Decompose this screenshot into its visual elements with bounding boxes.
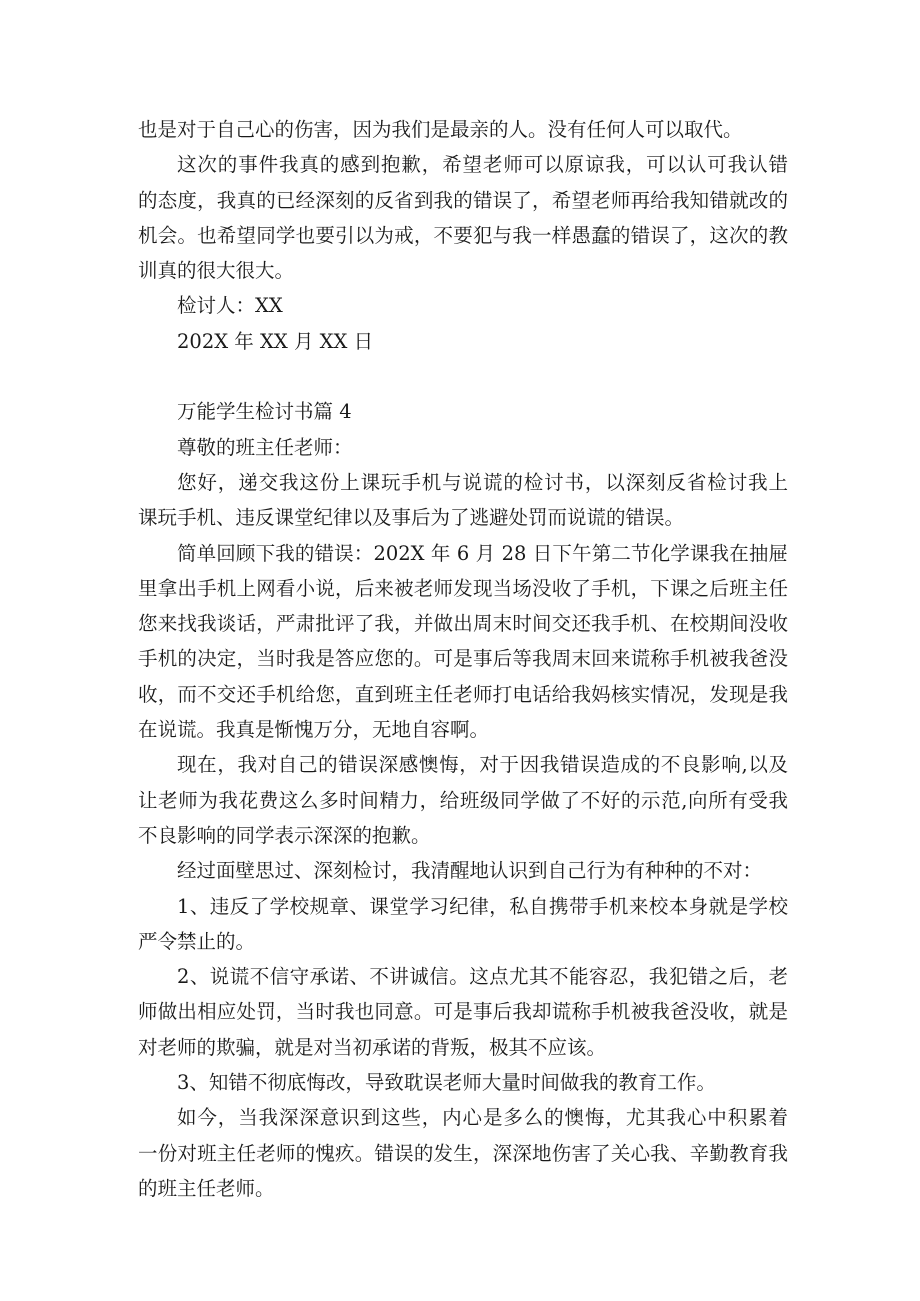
text-line: 现在，我对自己的错误深感懊悔，对于因我错误造成的不良影响,以及 xyxy=(177,753,788,777)
text-line: 简单回顾下我的错误：202X 年 6 月 28 日下午第二节化学课我在抽屉 xyxy=(177,541,788,565)
text-line: 一份对班主任老师的愧疚。错误的发生，深深地伤害了关心我、辛勤教育我 xyxy=(138,1141,788,1165)
text-line: 收，而不交还手机给您，直到班主任老师打电话给我妈核实情况，发现是我 xyxy=(138,682,788,706)
text-line: 如今，当我深深意识到这些，内心是多么的懊悔，尤其我心中积累着 xyxy=(177,1106,788,1130)
text-line: 3、知错不彻底悔改，导致耽误老师大量时间做我的教育工作。 xyxy=(177,1071,716,1095)
text-line: 经过面壁思过、深刻检讨，我清醒地认识到自己行为有种种的不对： xyxy=(177,859,763,883)
text-line: 课玩手机、违反课堂纪律以及事后为了逃避处罚而说谎的错误。 xyxy=(138,506,685,530)
text-line: 在说谎。我真是惭愧万分，无地自容啊。 xyxy=(138,718,490,742)
text-line: 也是对于自己心的伤害，因为我们是最亲的人。没有任何人可以取代。 xyxy=(138,118,743,141)
text-line: 里拿出手机上网看小说，后来被老师发现当场没收了手机，下课之后班主任 xyxy=(138,576,788,600)
text-line: 您好，递交我这份上课玩手机与说谎的检讨书，以深刻反省检讨我上 xyxy=(177,470,788,494)
text-line: 您来找我谈话，严肃批评了我，并做出周末时间交还我手机、在校期间没收 xyxy=(138,612,788,636)
text-line: 的态度，我真的已经深刻的反省到我的错误了，希望老师再给我知错就改的 xyxy=(138,188,788,212)
document-body xyxy=(138,112,788,1206)
text-line: 对老师的欺骗，就是对当初承诺的背叛，极其不应该。 xyxy=(138,1035,607,1059)
text-line: 202X 年 XX 月 XX 日 xyxy=(177,329,374,353)
text-line: 2、说谎不信守承诺、不讲诚信。这点尤其不能容忍，我犯错之后，老 xyxy=(177,965,788,989)
text-line: 师做出相应处罚，当时我也同意。可是事后我却谎称手机被我爸没收，就是 xyxy=(138,1000,788,1024)
text-line: 这次的事件我真的感到抱歉，希望老师可以原谅我，可以认可我认错 xyxy=(177,153,788,177)
text-line: 机会。也希望同学也要引以为戒，不要犯与我一样愚蠢的错误了，这次的教 xyxy=(138,223,788,247)
text-line: 让老师为我花费这么多时间精力，给班级同学做了不好的示范,向所有受我 xyxy=(138,788,788,812)
text-line: 的班主任老师。 xyxy=(138,1176,275,1200)
text-line: 万能学生检讨书篇 4 xyxy=(177,400,352,424)
text-line: 检讨人：XX xyxy=(177,294,283,318)
text-line: 1、违反了学校规章、课堂学习纪律，私自携带手机来校本身就是学校 xyxy=(177,894,788,918)
text-line: 手机的决定，当时我是答应您的。可是事后等我周末回来谎称手机被我爸没 xyxy=(138,647,788,671)
text-line: 严令禁止的。 xyxy=(138,929,256,953)
text-line: 尊敬的班主任老师： xyxy=(177,435,353,459)
text-line: 不良影响的同学表示深深的抱歉。 xyxy=(138,823,431,847)
text-line: 训真的很大很大。 xyxy=(138,259,295,283)
blank-line xyxy=(138,359,788,394)
